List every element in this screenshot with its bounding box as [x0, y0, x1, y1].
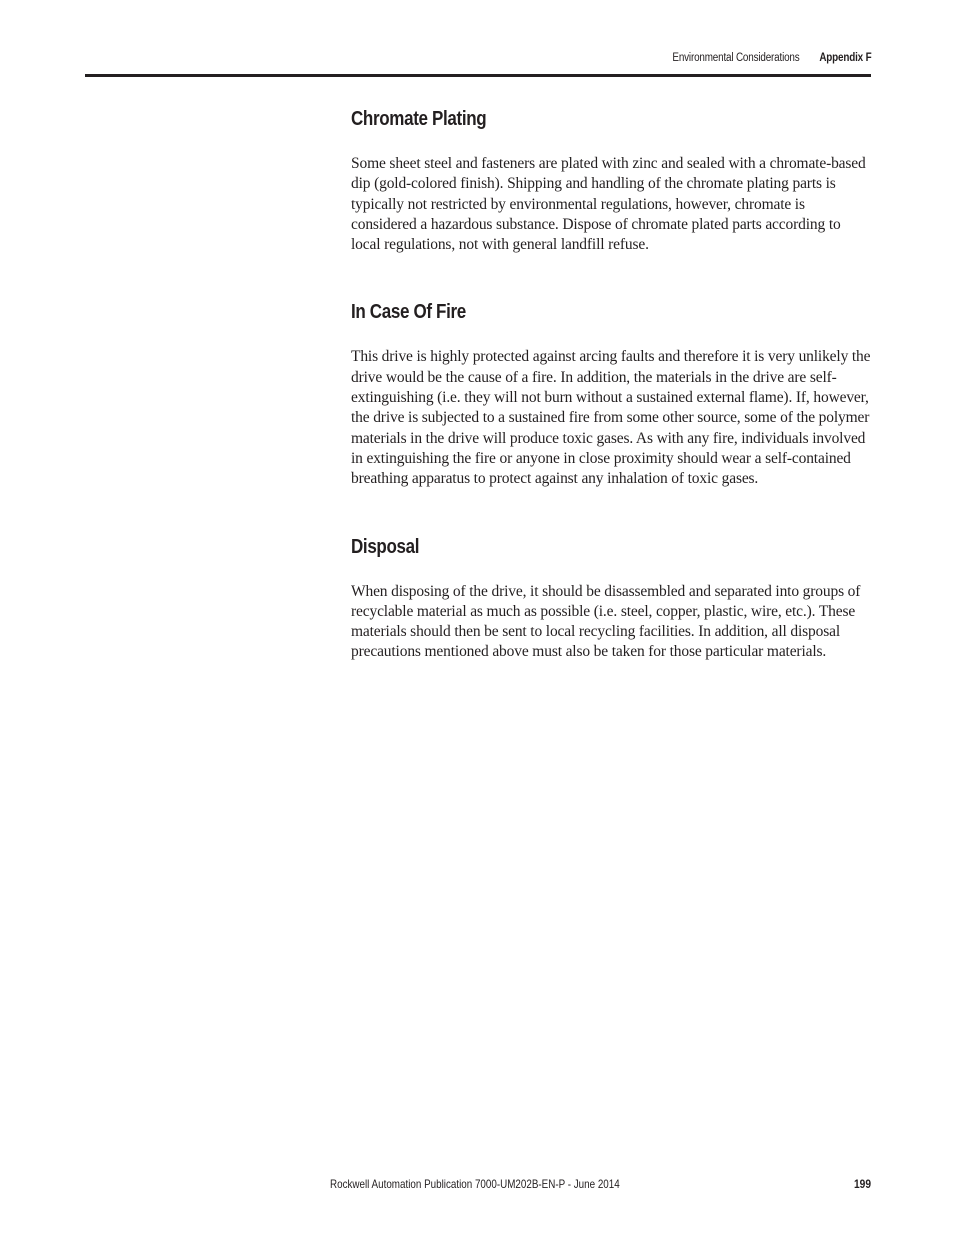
section-body-in-case-of-fire: This drive is highly protected against arcing faults and therefore it is very unlikely the drive would be the cause of a fire. In addition, the materials in the drive are self-extinguishing (i.e. they will not burn without a sustained external flame). If, however, the drive is subjected to a sustained fire from some other source, some of the polymer materials in the drive will produce toxic gases. As with any fire, individuals involved in extinguishing the fire or anyone in close proximity should wear a self-contained breathing apparatus to protect against any inhalation of toxic gases. [351, 348, 871, 488]
section-chromate-plating [351, 105, 873, 255]
running-header [672, 52, 871, 64]
section-disposal [351, 533, 873, 663]
header-appendix-label: Appendix F [818, 52, 871, 64]
footer-page-number: 199 [853, 1177, 871, 1191]
header-rule [85, 74, 871, 77]
header-section-name: Environmental Considerations [671, 52, 800, 64]
section-title-chromate-plating: Chromate Plating [351, 108, 487, 130]
section-in-case-of-fire [351, 298, 873, 489]
footer-publication: Rockwell Automation Publication 7000-UM202B-EN-P - June 2014 [330, 1177, 620, 1191]
section-body-disposal: When disposing of the drive, it should be disassembled and separated into groups of recyclable material as much as possible (i.e. steel, copper, plastic, wire, etc.). These materials should then be sent to local recycling facilities. In addition, all disposal precautions mentioned above must also be taken for those particular materials. [351, 582, 861, 661]
page-content [351, 105, 873, 663]
section-body-chromate-plating: Some sheet steel and fasteners are plated with zinc and sealed with a chromate-based dip (gold-colored finish). Shipping and handling of the chromate plating parts is typically not restricted by environmental regulations, however, chromate is considered a hazardous substance. Dispose of chromate plated parts according to local regulations, not with general landfill refuse. [351, 155, 866, 254]
section-title-disposal: Disposal [351, 535, 420, 558]
section-title-in-case-of-fire: In Case Of Fire [351, 301, 466, 324]
